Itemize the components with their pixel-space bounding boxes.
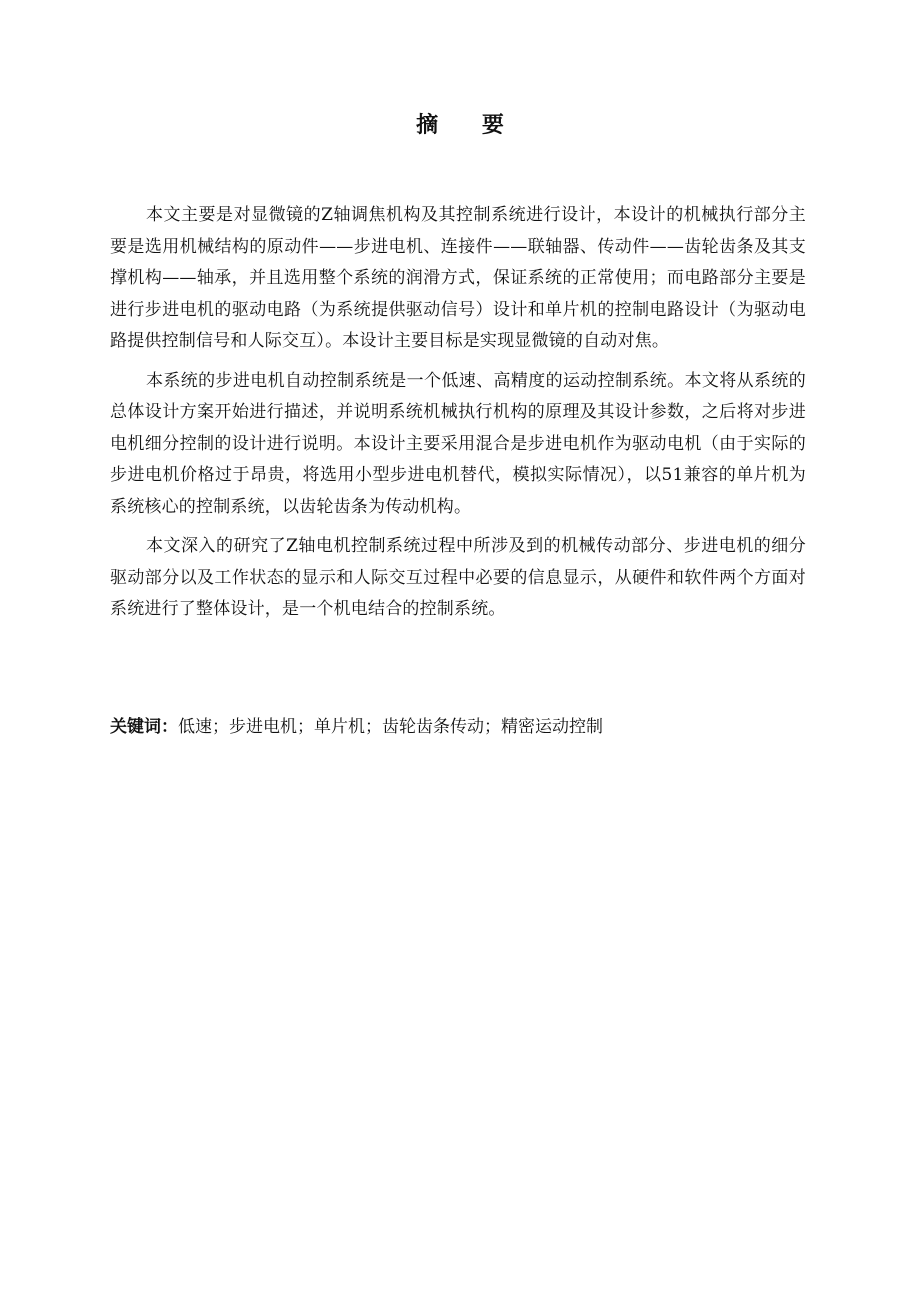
abstract-paragraph-3: 本文深入的研究了Z轴电机控制系统过程中所涉及到的机械传动部分、步进电机的细分驱动部分以及工作状态的显示和人际交互过程中必要的信息显示，从硬件和软件两个方面对系统进行了整体设计，是一个机电结合的控制系统。 — [110, 536, 806, 619]
abstract-body — [110, 200, 806, 634]
keywords-line — [110, 712, 810, 742]
abstract-paragraph-2: 本系统的步进电机自动控制系统是一个低速、高精度的运动控制系统。本文将从系统的总体设计方案开始进行描述，并说明系统机械执行机构的原理及其设计参数，之后将对步进电机细分控制的设计进行说明。本设计主要采用混合是步进电机作为驱动电机（由于实际的步进电机价格过于昂贵，将选用小型步进电机替代，模拟实际情况），以51兼容的单片机为系统核心的控制系统，以齿轮齿条为传动机构。 — [110, 370, 806, 517]
page-title: 摘 要 — [416, 113, 522, 138]
keywords-text: 低速；步进电机；单片机；齿轮齿条传动；精密运动控制 — [178, 717, 603, 737]
keywords-label: 关键词： — [110, 717, 178, 737]
abstract-paragraph-1: 本文主要是对显微镜的Z轴调焦机构及其控制系统进行设计，本设计的机械执行部分主要是选用机械结构的原动件——步进电机、连接件——联轴器、传动件——齿轮齿条及其支撑机构——轴承，并且选用整个系统的润滑方式，保证系统的正常使用；而电路部分主要是进行步进电机的驱动电路（为系统提供驱动信号）设计和单片机的控制电路设计（为驱动电路提供控制信号和人际交互）。本设计主要目标是实现显微镜的自动对焦。 — [110, 205, 806, 351]
